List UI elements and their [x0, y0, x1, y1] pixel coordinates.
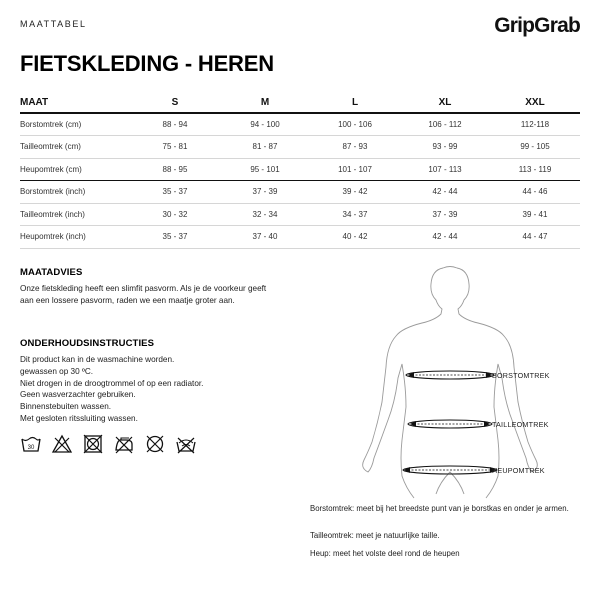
table-cell: 37 - 40 [220, 226, 310, 249]
table-cell: 87 - 93 [310, 136, 400, 159]
table-cell: 39 - 42 [310, 181, 400, 204]
care-line: gewassen op 30 ºC. [20, 366, 94, 376]
table-cell: 40 - 42 [310, 226, 400, 249]
top-label: MAATTABEL [20, 19, 87, 29]
brand-logo: GripGrab [494, 14, 580, 37]
table-cell: 88 - 94 [130, 113, 220, 136]
table-cell: 107 - 113 [400, 158, 490, 181]
care-line: Niet drogen in de droogtrommel of op een radiator. [20, 378, 204, 388]
column-header: MAAT [20, 93, 130, 113]
table-cell: 113 - 119 [490, 158, 580, 181]
column-header: M [220, 93, 310, 113]
advice-text: Onze fietskleding heeft een slimfit pasvorm. Als je de voorkeur geeft aan een lossere pasvorm, raden we een maatje groter aan. [20, 284, 267, 305]
no-fabric-softener-icon [175, 434, 197, 454]
table-cell: 95 - 101 [220, 158, 310, 181]
table-cell: 112-118 [490, 113, 580, 136]
table-cell: 35 - 37 [130, 226, 220, 249]
hip-label: HEUPOMTREK [492, 466, 545, 475]
row-label: Borstomtrek (cm) [20, 113, 130, 136]
column-header: L [310, 93, 400, 113]
table-header-row [20, 93, 580, 113]
care-line: Met gesloten ritssluiting wassen. [20, 413, 138, 423]
wash-30-icon [20, 434, 42, 454]
table-cell: 35 - 37 [130, 181, 220, 204]
table-cell: 44 - 47 [490, 226, 580, 249]
waist-definition: Tailleomtrek: meet je natuurlijke taille. [310, 531, 440, 540]
no-bleach-icon [51, 434, 73, 454]
waist-label: TAILLEOMTREK [492, 420, 549, 429]
care-title: ONDERHOUDSINSTRUCTIES [20, 338, 155, 349]
care-line: Geen wasverzachter gebruiken. [20, 390, 136, 400]
table-row [20, 136, 580, 159]
table-row [20, 158, 580, 181]
no-ironing-icon [113, 434, 135, 454]
body-outline-illustration [340, 262, 590, 502]
table-cell: 93 - 99 [400, 136, 490, 159]
chest-definition: Borstomtrek: meet bij het breedste punt van je borstkas en onder je armen. [310, 504, 569, 513]
care-icons [20, 434, 197, 454]
table-cell: 44 - 46 [490, 181, 580, 204]
table-cell: 42 - 44 [400, 226, 490, 249]
column-header: XL [400, 93, 490, 113]
page-title: FIETSKLEDING - HEREN [20, 51, 274, 76]
table-cell: 30 - 32 [130, 203, 220, 226]
no-dry-clean-icon [144, 434, 166, 454]
table-cell: 34 - 37 [310, 203, 400, 226]
row-label: Tailleomtrek (cm) [20, 136, 130, 159]
advice-title: MAATADVIES [20, 267, 83, 278]
row-label: Heupomtrek (cm) [20, 158, 130, 181]
table-cell: 37 - 39 [400, 203, 490, 226]
table-row [20, 203, 580, 226]
table-cell: 94 - 100 [220, 113, 310, 136]
table-row [20, 181, 580, 204]
table-cell: 88 - 95 [130, 158, 220, 181]
care-line: Binnenstebuiten wassen. [20, 402, 112, 412]
size-table [20, 93, 580, 249]
row-label: Heupomtrek (inch) [20, 226, 130, 249]
row-label: Tailleomtrek (inch) [20, 203, 130, 226]
table-cell: 32 - 34 [220, 203, 310, 226]
table-cell: 37 - 39 [220, 181, 310, 204]
table-row [20, 113, 580, 136]
table-cell: 81 - 87 [220, 136, 310, 159]
care-instructions [20, 354, 275, 425]
body-figure [340, 262, 590, 502]
table-cell: 100 - 106 [310, 113, 400, 136]
column-header: XXL [490, 93, 580, 113]
table-cell: 42 - 44 [400, 181, 490, 204]
hip-definition: Heup: meet het volste deel rond de heupen [310, 549, 460, 558]
chest-label: BORSTOMTREK [492, 371, 550, 380]
row-label: Borstomtrek (inch) [20, 181, 130, 204]
no-tumble-dry-icon [82, 434, 104, 454]
table-cell: 75 - 81 [130, 136, 220, 159]
table-cell: 99 - 105 [490, 136, 580, 159]
wash-temp: 30 [27, 445, 35, 451]
table-row [20, 226, 580, 249]
table-cell: 39 - 41 [490, 203, 580, 226]
care-line: Dit product kan in de wasmachine worden. [20, 355, 175, 364]
column-header: S [130, 93, 220, 113]
table-cell: 106 - 112 [400, 113, 490, 136]
table-cell: 101 - 107 [310, 158, 400, 181]
